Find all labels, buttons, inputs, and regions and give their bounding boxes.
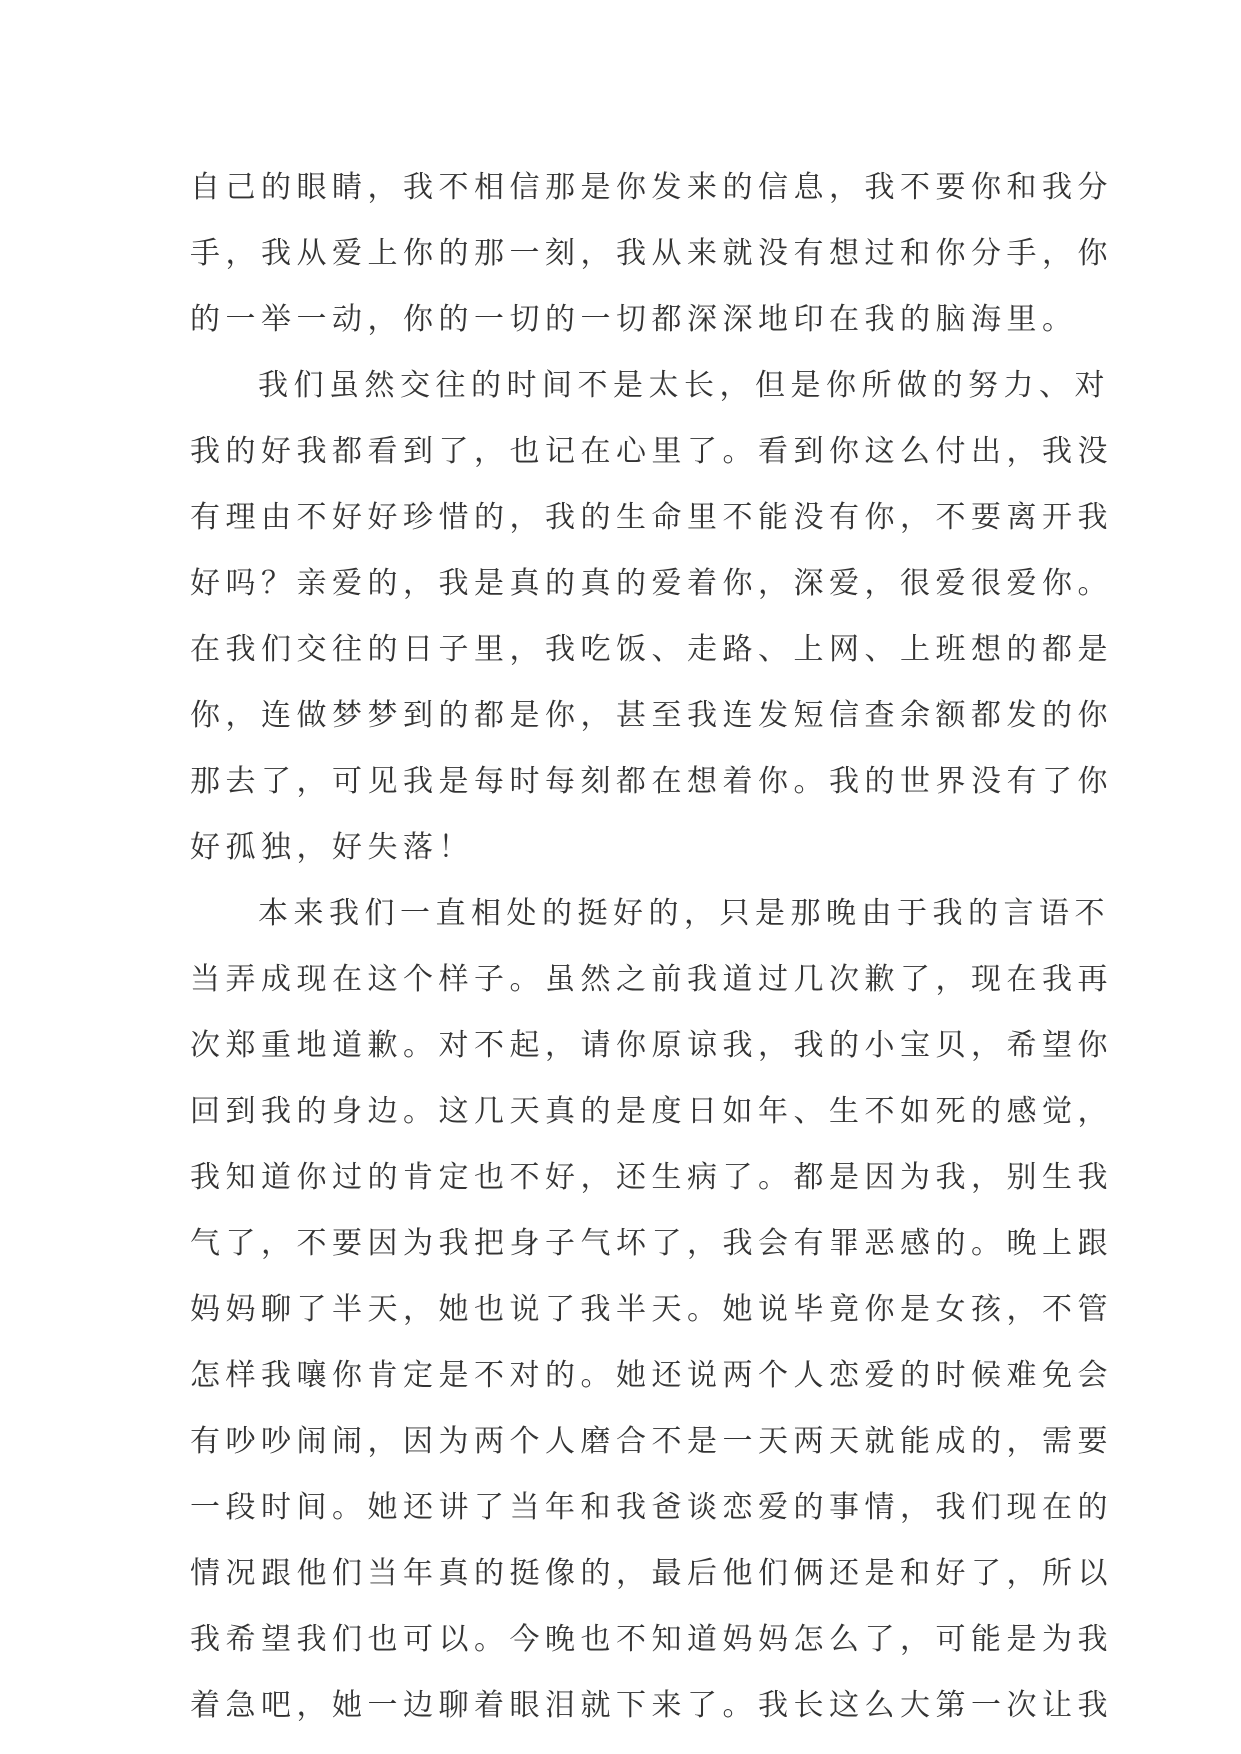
text-line: 有吵吵闹闹，因为两个人磨合不是一天两天就能成的，需要 [190,1424,1113,1459]
text-line: 的一举一动，你的一切的一切都深深地印在我的脑海里。 [190,302,1078,337]
text-line: 自己的眼睛，我不相信那是你发来的信息，我不要你和我分 [190,170,1113,205]
text-line: 我的好我都看到了，也记在心里了。看到你这么付出，我没 [190,434,1113,469]
text-line: 我知道你过的肯定也不好，还生病了。都是因为我，别生我 [190,1160,1113,1195]
text-line: 本来我们一直相处的挺好的，只是那晚由于我的言语不 [258,896,1110,931]
text-line: 我希望我们也可以。今晚也不知道妈妈怎么了，可能是为我 [190,1622,1113,1657]
text-line: 好吗？亲爱的，我是真的真的爱着你，深爱，很爱很爱你。 [190,566,1113,601]
text-line: 妈妈聊了半天，她也说了我半天。她说毕竟你是女孩，不管 [190,1292,1113,1327]
text-line: 怎样我嚷你肯定是不对的。她还说两个人恋爱的时候难免会 [190,1358,1113,1393]
text-line: 着急吧，她一边聊着眼泪就下来了。我长这么大第一次让我 [190,1688,1113,1723]
text-line: 手，我从爱上你的那一刻，我从来就没有想过和你分手，你 [190,236,1113,271]
text-line: 回到我的身边。这几天真的是度日如年、生不如死的感觉， [190,1094,1113,1129]
text-line: 在我们交往的日子里，我吃饭、走路、上网、上班想的都是 [190,632,1113,667]
text-line: 好孤独，好失落！ [190,830,474,865]
text-line: 我们虽然交往的时间不是太长，但是你所做的努力、对 [258,368,1110,403]
text-line: 次郑重地道歉。对不起，请你原谅我，我的小宝贝，希望你 [190,1028,1113,1063]
text-line: 当弄成现在这个样子。虽然之前我道过几次歉了，现在我再 [190,962,1113,997]
text-line: 一段时间。她还讲了当年和我爸谈恋爱的事情，我们现在的 [190,1490,1113,1525]
text-line: 你，连做梦梦到的都是你，甚至我连发短信查余额都发的你 [190,698,1113,733]
text-line: 有理由不好好珍惜的，我的生命里不能没有你，不要离开我 [190,500,1113,535]
text-line: 情况跟他们当年真的挺像的，最后他们俩还是和好了，所以 [190,1556,1113,1591]
text-line: 气了，不要因为我把身子气坏了，我会有罪恶感的。晚上跟 [190,1226,1113,1261]
body-text [190,155,1113,1739]
text-line: 那去了，可见我是每时每刻都在想着你。我的世界没有了你 [190,764,1113,799]
